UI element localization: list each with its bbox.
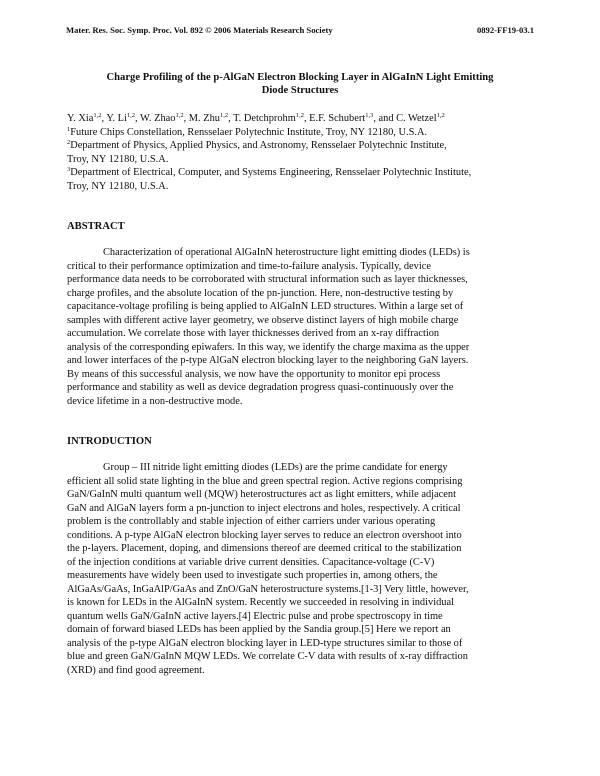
text-line: the p-layers. Placement, doping, and dimensions thereof are deemed critical to the stabilization [67, 543, 462, 554]
text-line: accumulation. We correlate those with layer thicknesses derived from an x-ray diffraction [67, 328, 440, 339]
affiliation-2: $^2$Department of Physics, Applied Physics, and Astronomy, Rensselaer Polytechnic Institute, [67, 139, 447, 152]
affiliation-3: $^3$Department of Electrical, Computer, and Systems Engineering, Rensselaer Polytechnic Institute, [67, 166, 472, 179]
text-line: blue and green GaN/GaInN MQW LEDs. We correlate C-V data with results of x-ray diffraction [67, 651, 468, 662]
text-line: critical to their performance optimization and time-to-failure analysis. Typically, device [67, 260, 431, 272]
text-line: domain of forward biased LEDs has been applied by the Sandia group.[5] Here we report an [67, 624, 451, 635]
text-line: charge profiles, and the absolute location of the pn-junction. Here, non-destructive testing by [67, 287, 454, 299]
text-line: quantum wells GaN/GaInN active layers.[4] Electric pulse and probe spectroscopy in time [67, 610, 443, 622]
author-list [67, 112, 537, 126]
author: M. Zhu$^{1,2}$, [188, 112, 234, 124]
text-line: efficient all solid state lighting in the blue and green spectral region. Active regions comprising [67, 475, 463, 487]
text-line: is known for LEDs in the AlGaInN system. Recently we succeeded in resolving in individual [67, 597, 454, 608]
text-line: samples with different active layer geometry, we observe distinct layers of high mobile charge [67, 314, 459, 326]
affiliation-2-cont: Troy, NY 12180, U.S.A. [67, 153, 169, 165]
author: Y. Li$^{1,2}$, [106, 112, 141, 124]
affiliation-3-cont: Troy, NY 12180, U.S.A. [67, 180, 169, 192]
paper-id: 0892-FF19-03.1 [476, 25, 534, 35]
author: Y. Xia$^{1,2}$, [67, 112, 107, 124]
text-line: (XRD) and find good agreement. [67, 664, 205, 676]
text-line: analysis of the p-type AlGaN electron blocking layer in LED-type structures similar to those of [67, 637, 463, 649]
text-line: capacitance-voltage profiling is being applied to AlGaInN LED structures. Within a large set of [67, 301, 464, 312]
title-line: Charge Profiling of the p-AlGaN Electron Blocking Layer in AlGaInN Light Emitting [106, 72, 494, 83]
title-line: Diode Structures [261, 85, 339, 96]
author: W. Zhao$^{1,2}$, [140, 112, 189, 124]
text-line: performance and stability as well as device degradation progress quasi-continuously over the [67, 382, 454, 393]
text-line: device lifetime in a non-destructive mode. [67, 395, 243, 407]
text-line: GaN and AlGaN layers form a pn-junction to inject electrons and holes, respectively. A critical [67, 502, 461, 514]
author: T. Detchprohm$^{1,2}$, [233, 112, 310, 124]
text-line: Characterization of operational AlGaInN heterostructure light emitting diodes (LEDs) is [103, 247, 470, 258]
running-header [66, 25, 534, 35]
text-line: of the injection conditions at variable drive current densities. Capacitance-voltage (C-V) [67, 556, 435, 568]
text-line: AlGaAs/GaAs, InGaAlP/GaAs and ZnO/GaN heterostructure systems.[1-3] Very little, however, [67, 583, 469, 595]
affiliation-1: $^1$Future Chips Constellation, Rensselaer Polytechnic Institute, Troy, NY 12180, U.S.A. [67, 125, 428, 138]
journal-citation: Mater. Res. Soc. Symp. Proc. Vol. 892 © 2006 Materials Research Society [66, 25, 333, 35]
text-line: GaN/GaInN multi quantum well (MQW) heterostructures act as light emitters, while adjacent [67, 489, 456, 500]
introduction-body [67, 461, 537, 677]
introduction-heading: INTRODUCTION [67, 436, 152, 447]
text-line: problem is the controllably and stable injection of either carriers under various operating [67, 516, 436, 527]
author: E.F. Schubert$^{1,3}$, and [309, 112, 397, 124]
author: C. Wetzel$^{1,2}$ [396, 112, 445, 124]
text-line: measurements have widely been used to investigate such properties in, among others, the [67, 570, 438, 581]
text-line: conditions. A p-type AlGaN electron blocking layer serves to reduce an electron overshoot into [67, 529, 462, 541]
text-line: and lower interfaces of the p-type AlGaN electron blocking layer to the neighboring GaN layers. [67, 355, 469, 366]
text-line: Group – III nitride light emitting diodes (LEDs) are the prime candidate for energy [103, 462, 448, 473]
paper-title [70, 71, 530, 97]
text-line: By means of this successful analysis, we now have the opportunity to monitor epi process [67, 368, 441, 380]
author-block [67, 112, 537, 194]
text-line: performance data needs to be corroborated with structural information such as layer thicknesses, [67, 274, 468, 285]
text-line: analysis of the corresponding epiwafers. In this way, we identify the charge maxima as the upper [67, 341, 470, 353]
abstract-heading: ABSTRACT [67, 221, 125, 232]
abstract-body [67, 246, 537, 408]
